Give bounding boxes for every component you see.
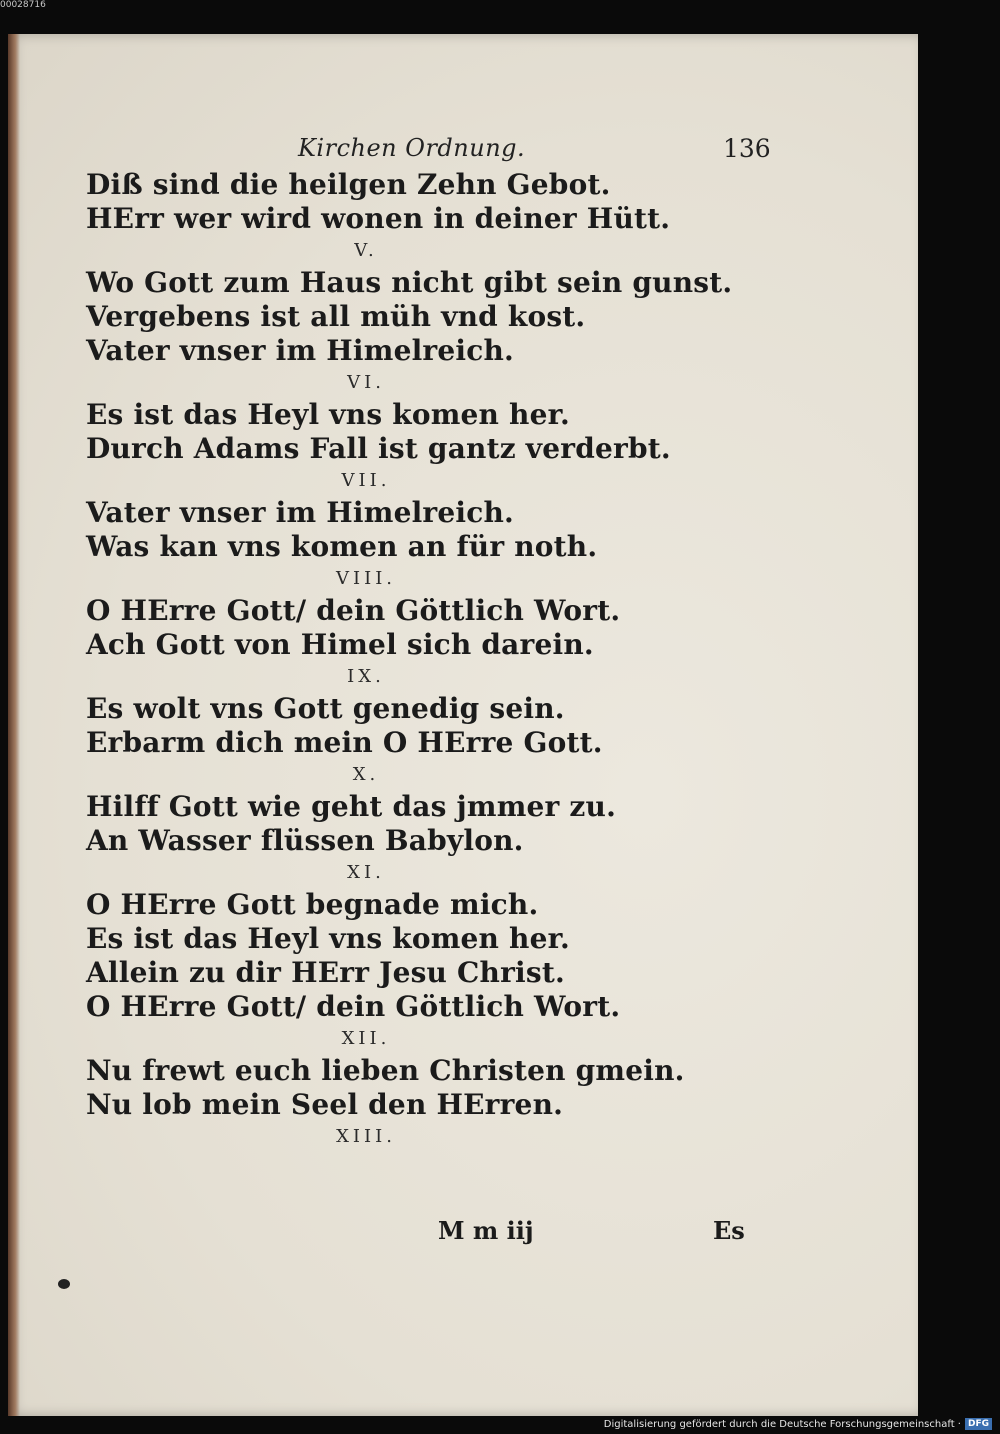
section-number: VI. <box>347 372 385 393</box>
hymn-list <box>86 168 733 1152</box>
hymn-line: Es ist das Heyl vns komen her. <box>86 398 570 431</box>
hymn-line: Es ist das Heyl vns komen her. <box>86 922 570 955</box>
book-page <box>8 34 918 1416</box>
dfg-logo: DFG <box>965 1418 992 1430</box>
hymn-line: Allein zu dir HErr Jesu Christ. <box>86 956 565 989</box>
running-head: Kirchen Ordnung. <box>298 134 526 162</box>
hymn-line: Diß sind die heilgen Zehn Gebot. <box>86 168 611 201</box>
hymn-line: Vergebens ist all müh vnd kost. <box>86 300 586 333</box>
page-spine-edge <box>8 34 20 1416</box>
hymn-line: An Wasser flüssen Babylon. <box>86 824 524 857</box>
hymn-line: Ach Gott von Himel sich darein. <box>86 628 594 661</box>
section-number: IX. <box>347 666 385 687</box>
section-number: VII. <box>341 470 391 491</box>
hymn-line: Vater vnser im Himelreich. <box>86 334 514 367</box>
hymn-line: Nu lob mein Seel den HErren. <box>86 1088 564 1121</box>
hymn-line: Was kan vns komen an für noth. <box>86 530 598 563</box>
ink-blot <box>58 1279 70 1289</box>
folio-number: 136 <box>723 134 771 163</box>
hymn-line: Es wolt vns Gott genedig sein. <box>86 692 565 725</box>
catchword: Es <box>713 1216 745 1245</box>
hymn-line: Hilff Gott wie geht das jmmer zu. <box>86 790 617 823</box>
hymn-line: Erbarm dich mein O HErre Gott. <box>86 726 603 759</box>
hymn-line: Durch Adams Fall ist gantz verderbt. <box>86 432 671 465</box>
signature-mark: M m iij <box>438 1216 534 1245</box>
scan-id: 00028716 <box>0 0 46 10</box>
hymn-line: O HErre Gott/ dein Göttlich Wort. <box>86 594 621 627</box>
hymn-line: O HErre Gott/ dein Göttlich Wort. <box>86 990 621 1023</box>
section-number: XI. <box>347 862 385 883</box>
credit-text: Digitalisierung gefördert durch die Deutsche Forschungsgemeinschaft · <box>603 1418 961 1430</box>
hymn-line: HErr wer wird wonen in deiner Hütt. <box>86 202 671 235</box>
section-number: XII. <box>341 1028 391 1049</box>
hymn-line: Nu frewt euch lieben Christen gmein. <box>86 1054 685 1087</box>
hymn-line: Vater vnser im Himelreich. <box>86 496 514 529</box>
section-number: VIII. <box>335 568 397 589</box>
hymn-line: Wo Gott zum Haus nicht gibt sein gunst. <box>86 266 733 299</box>
hymn-line: O HErre Gott begnade mich. <box>86 888 539 921</box>
section-number: X. <box>352 764 380 785</box>
section-number: V. <box>354 240 378 261</box>
digitization-credit <box>604 1418 992 1430</box>
section-number: XIII. <box>336 1126 396 1147</box>
